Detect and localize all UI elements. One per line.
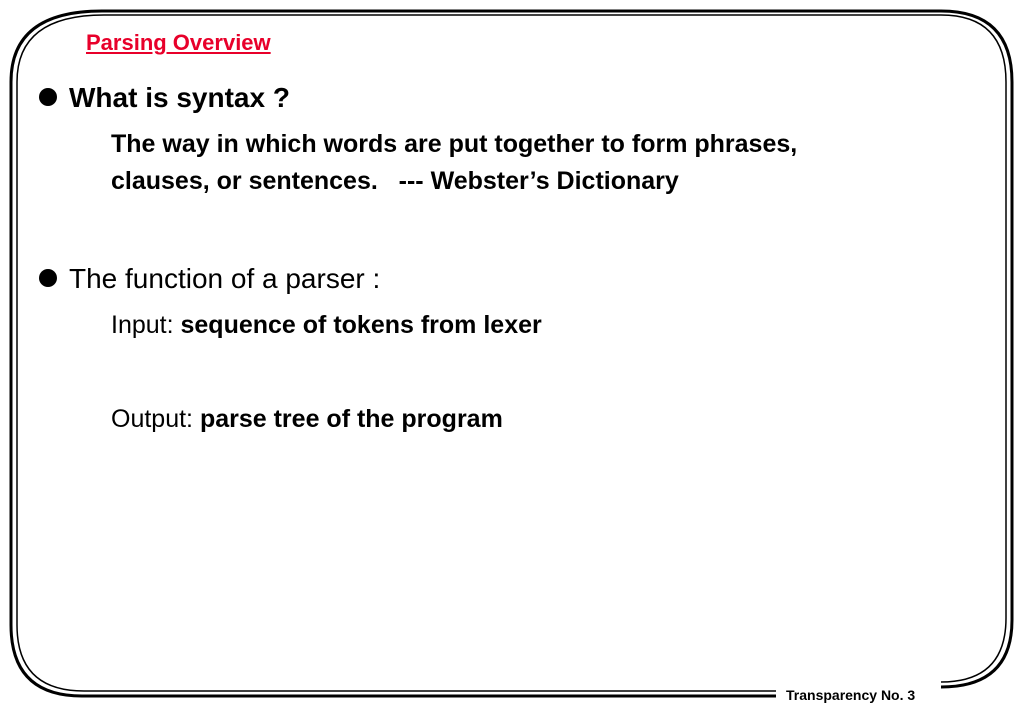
frame-inner-border <box>17 15 1006 691</box>
input-value: sequence of tokens from lexer <box>180 311 542 339</box>
input-label: Input: <box>111 311 181 339</box>
output-value: parse tree of the program <box>199 405 503 433</box>
section-heading-text: The function of a parser : <box>69 263 381 294</box>
output-label: Output: <box>111 405 200 433</box>
footer-transparency-number: Transparency No. 3 <box>786 687 916 703</box>
subitem-input <box>111 307 542 344</box>
definition-line-2: clauses, or sentences. --- Webster’s Dictionary <box>111 167 679 195</box>
slide-title: Parsing Overview <box>86 30 271 55</box>
section-heading-syntax <box>69 81 290 115</box>
section-heading-text: What is syntax ? <box>69 82 290 113</box>
section-heading-parser-function <box>69 262 380 296</box>
subitem-definition <box>111 126 991 200</box>
filled-circle-bullet-icon <box>39 269 57 287</box>
definition-line-1: The way in which words are put together to form phrases, <box>111 130 798 158</box>
filled-circle-bullet-icon <box>39 88 57 106</box>
subitem-output <box>111 401 503 438</box>
